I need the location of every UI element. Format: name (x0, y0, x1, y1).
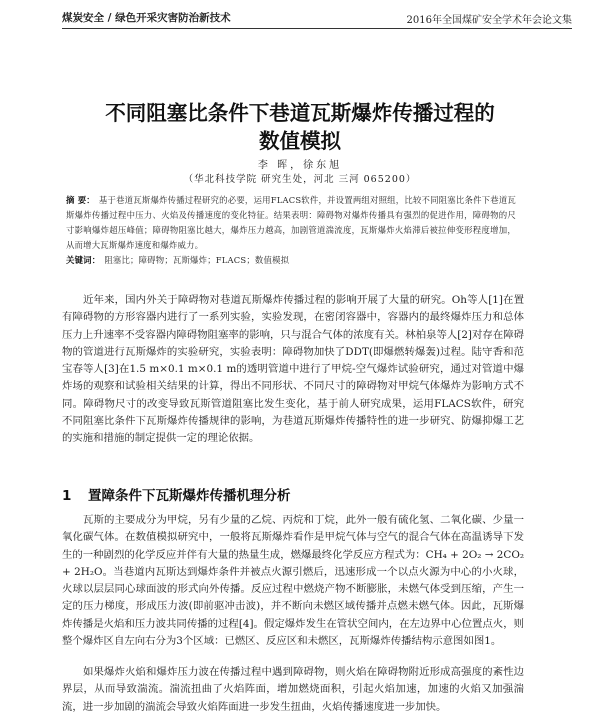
intro-paragraph: 近年来，国内外关于障碍物对巷道瓦斯爆炸传播过程的影响开展了大量的研究。Oh等人[1]在置有障碍物的方形容器内进行了一系列实验，实验发现，在密闭容器中，容器内的最终爆炸压力和总体压力上升速率不受容器内障碍物阻塞率的影响，只与混合气体的浓度有关。林柏泉等人[2]对存在障碍物的管道进行瓦斯爆炸的实验研究，实验表明：障碍物加快了DDT(即爆燃转爆轰)过程。陆守香和范宝春等人[3]在1.5 m×0.1 m×0.1 m的透明管道中进行了甲烷-空气爆炸试验研究，通过对管道中爆炸场的观察和试验相关结果的计算，得出不同形状、不同尺寸的障碍物对甲烷气体爆炸为影响方式不同。障碍物尺寸的改变导致瓦斯管道阻塞比发生变化，基于前人研究成果，运用FLACS软件，研究不同阻塞比条件下瓦斯爆炸传播规律的影响，为巷道瓦斯爆炸传播特性的进一步研究、防爆抑爆工艺的实施和措施的制定提供一定的理论依据。 (62, 294, 524, 445)
keywords (66, 253, 516, 268)
proceedings-label: 2016年全国煤矿安全学术年会论文集 (406, 15, 572, 26)
running-header (62, 8, 572, 26)
journal-section-label: 煤炭安全 / 绿色开采灾害防治新技术 (62, 12, 231, 24)
header-divider (62, 28, 572, 29)
mechanism-paragraph: 瓦斯的主要成分为甲烷，另有少量的乙烷、丙烷和丁烷，此外一般有硫化氢、二氧化碳、少量一氧化碳气体。在数值模拟研究中，一般将瓦斯爆炸看作是甲烷气体与空气的混合气体在高温诱导下发生的一种剧烈的化学反应并伴有大量的热量生成，燃爆最终化学反应方程式为：CH₄ + 2O₂ → 2CO₂ + 2H₂O。当巷道内瓦斯达到爆炸条件并被点火源引燃后，迅速形成一个以点火源为中心的小火球，火球以层层同心球面波的形式向外传播。反应过程中燃烧产物不断膨胀，未燃气体受到压缩，产生一定的压力梯度，形成压力波(即前驱冲击波)，并不断向未燃区域传播并点燃未燃气体。因此，瓦斯爆炸传播是火焰和压力波共同传播的过程[4]。假定爆炸发生在管状空间内，在左边界中心位置点火，则整个爆炸区自左向右分为3个区域：已燃区、反应区和未燃区，瓦斯爆炸传播结构示意图如图1。 (62, 514, 525, 648)
authors: 李 晖，徐东旭 (257, 160, 343, 171)
affiliation: （华北科技学院 研究生处，河北 三河 065200） (183, 174, 417, 185)
abstract (66, 193, 516, 253)
section-number: 1 (62, 488, 72, 504)
abstract-block (66, 193, 516, 268)
keywords-text: 阻塞比；障碍物；瓦斯爆炸；FLACS；数值模拟 (104, 255, 290, 265)
section-heading (62, 484, 291, 504)
abstract-text: 基于巷道瓦斯爆炸传播过程研究的必要，运用FLACS软件，并设置两组对照组，比较不同阻塞比条件下巷道瓦斯爆炸传播过程中压力、火焰及传播速度的变化特征。结果表明：障碍物对爆炸传播具有强烈的促进作用，障碍物的尺寸影响爆炸超压峰值；障碍物阻塞比越大，爆炸压力越高，加剧管道湍流度，瓦斯爆炸火焰滞后被拉伸变形程度增加，从而增大瓦斯爆炸速度和爆炸威力。 (66, 195, 517, 250)
paper-title-line2: 数值模拟 (259, 129, 341, 153)
abstract-label: 摘 要： (66, 195, 95, 205)
keywords-label: 关键词： (66, 255, 101, 265)
section-title: 置障条件下瓦斯爆炸传播机理分析 (88, 488, 291, 504)
paper-title-line1: 不同阻塞比条件下巷道瓦斯爆炸传播过程的 (105, 101, 495, 125)
obstacle-paragraph: 如果爆炸火焰和爆炸压力波在传播过程中遇到障碍物，则火焰在障碍物附近形成高强度的紊性边界层，从而导致湍流。湍流扭曲了火焰阵面，增加燃烧面积，引起火焰加速，加速的火焰又加强湍流，进一步加剧的湍流会导致火焰阵面进一步发生扭曲，火焰传播速度进一步加快。 (62, 666, 524, 713)
